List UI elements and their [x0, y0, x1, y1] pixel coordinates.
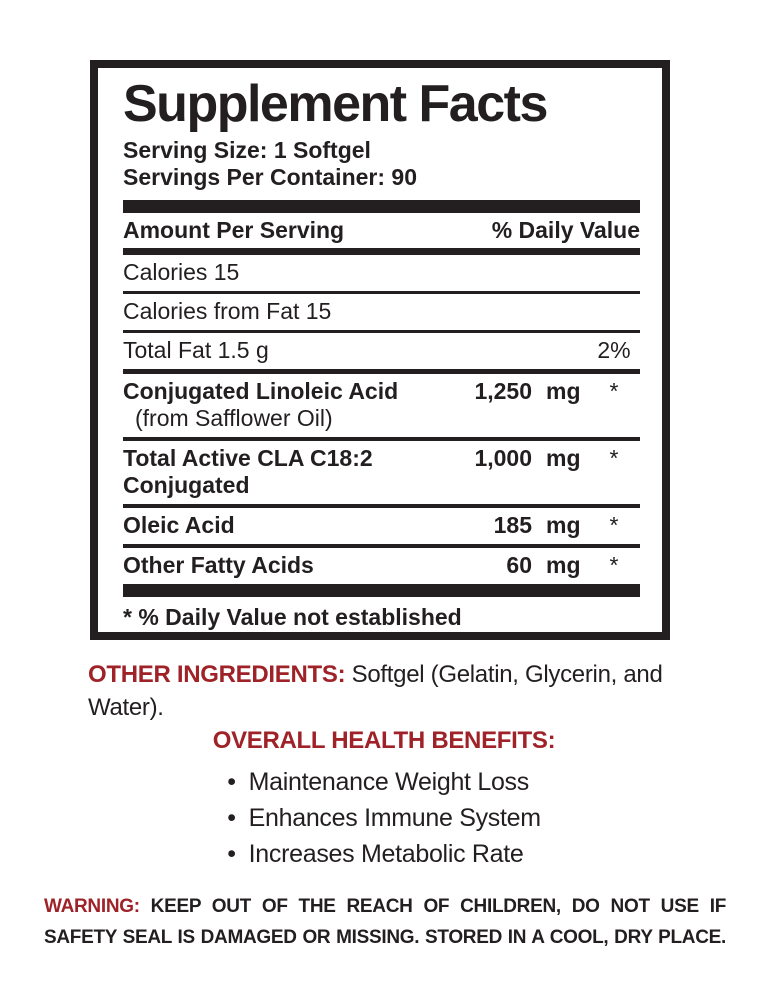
- benefit-item: [227, 800, 541, 836]
- supplement-facts-panel: [90, 60, 670, 640]
- nutrient-amount: 1,250: [474, 378, 532, 404]
- nutrient-unit: mg: [546, 445, 581, 471]
- warning-line2: SAFETY SEAL IS DAMAGED OR MISSING. STORED IN A COOL, DRY PLACE.: [44, 927, 726, 948]
- nutrient-amount: 1,000: [474, 445, 532, 471]
- nutrient-dv: 2%: [597, 337, 631, 363]
- bullet-icon: •: [227, 768, 236, 796]
- nutrient-name: Total Fat 1.5 g: [123, 337, 269, 363]
- benefit-text: Enhances Immune System: [248, 804, 541, 832]
- serving-size: Serving Size: 1 Softgel: [123, 137, 371, 163]
- nutrient-row-total-active-cla: [123, 441, 640, 504]
- other-ingredients-label: OTHER INGREDIENTS:: [88, 661, 346, 688]
- benefit-text: Increases Metabolic Rate: [248, 840, 524, 868]
- nutrient-unit: mg: [546, 378, 581, 404]
- nutrient-dv: *: [609, 552, 619, 578]
- other-ingredients-text-line2: Water).: [88, 694, 164, 721]
- nutrient-name-line2: Conjugated: [123, 472, 250, 498]
- nutrient-name: Other Fatty Acids: [123, 552, 314, 578]
- benefit-text: Maintenance Weight Loss: [248, 768, 529, 796]
- warning-text-line1: KEEP OUT OF THE REACH OF CHILDREN, DO NOT USE IF: [139, 896, 726, 917]
- warning-section: [44, 891, 726, 953]
- separator-bar: [123, 200, 640, 213]
- nutrient-row-calories: [123, 255, 640, 291]
- nutrient-name: Oleic Acid: [123, 512, 235, 538]
- amount-per-serving-header: Amount Per Serving: [123, 217, 345, 243]
- nutrient-name: Total Active CLA C18:2 Conjugated: [123, 445, 454, 499]
- benefits-title: OVERALL HEALTH BENEFITS:: [212, 727, 556, 754]
- daily-value-header: % Daily Value: [491, 217, 640, 243]
- warning-line1: [44, 891, 726, 922]
- nutrient-row-oleic-acid: [123, 508, 640, 544]
- table-header-row: [123, 213, 640, 248]
- other-ingredients-text-line1: Softgel (Gelatin, Glycerin, and: [345, 661, 663, 688]
- nutrient-dv: *: [609, 378, 619, 404]
- nutrient-dv: *: [609, 445, 619, 471]
- benefits-section: [0, 727, 768, 872]
- separator-bar: [123, 248, 640, 255]
- benefit-item: [227, 764, 541, 800]
- nutrient-amount: 60: [506, 552, 532, 578]
- bullet-icon: •: [227, 840, 236, 868]
- benefits-list: [227, 764, 541, 872]
- nutrient-name: Conjugated Linoleic Acid (from Safflower Oil): [123, 378, 454, 432]
- separator-bar: [123, 584, 640, 597]
- nutrient-dv: *: [609, 512, 619, 538]
- nutrient-row-other-fatty-acids: [123, 548, 640, 584]
- nutrient-name: Calories from Fat 15: [123, 298, 332, 324]
- nutrient-unit: mg: [546, 552, 581, 578]
- bullet-icon: •: [227, 804, 236, 832]
- servings-per-container: Servings Per Container: 90: [123, 164, 417, 190]
- benefit-item: [227, 836, 541, 872]
- daily-value-footnote: * % Daily Value not established: [123, 604, 462, 630]
- warning-label: WARNING:: [44, 896, 140, 917]
- serving-info: [123, 137, 640, 191]
- nutrient-unit: mg: [546, 512, 581, 538]
- nutrient-row-total-fat: [123, 333, 640, 369]
- nutrient-amount: 185: [493, 512, 532, 538]
- other-ingredients-section: [88, 658, 692, 724]
- nutrient-row-cla: [123, 374, 640, 437]
- facts-title: Supplement Facts: [123, 75, 547, 133]
- nutrient-name: Calories 15: [123, 259, 240, 285]
- nutrient-row-calories-from-fat: [123, 294, 640, 330]
- nutrient-name-subline: (from Safflower Oil): [135, 405, 333, 431]
